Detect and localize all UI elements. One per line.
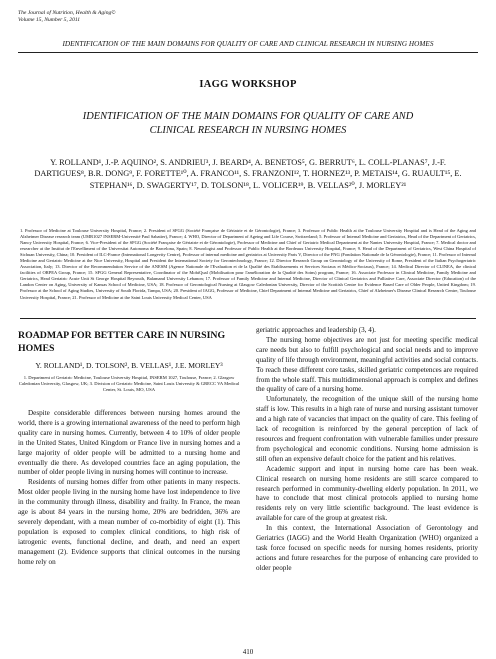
paragraph: Despite considerable differences between nursing homes around the world, there is a growing international awareness of the need to perform high quality care in nursing homes. Currently, between 4 to 10% of older people in the United States, United Kingdom or France live in nursing homes and a large majority of older people will be admitted to a nursing home and eventually die there. As developed countries face an aging population, the number of older people living in nursing homes will continue to increase. xyxy=(18,409,240,477)
article-title: IDENTIFICATION OF THE MAIN DOMAINS FOR QUALITY OF CARE AND CLINICAL RESEARCH IN NURSING HOMES xyxy=(82,111,414,136)
workshop-label: IAGG WORKSHOP xyxy=(199,79,297,90)
journal-citation xyxy=(18,10,116,24)
left-column xyxy=(18,326,240,568)
paragraph-continuation: geriatric approaches and leadership (3, 4). xyxy=(256,326,376,334)
page-number: 410 xyxy=(242,648,254,656)
affiliation-rule xyxy=(20,318,476,319)
paragraph: Residents of nursing homes differ from other patients in many respects. Most older people living in the nursing home have lost independence to live in the community through illness, disability and frailty. In France, the mean age is about 84 years in the nursing home, 20% are bedridden, 36% are severely dependant, with a mean number of co-morbidity of eight (1). This population is exposed to complex clinical conditions, to high risk of iatrogenic events, functional decline, and death, and need an expert management (2). Evidence supports that clinical outcomes in the nursing home rely on xyxy=(18,478,240,566)
journal-volume: Volume 15, Number 5, 2011 xyxy=(18,17,81,23)
paragraph: In this context, the International Association of Gerontology and Geriatrics (IAGG) and the World Health Organization (WHO) organized a task force focused on specific needs for nursing homes residents, priority actions and future researches for the purpose of enhancing care provided to older people xyxy=(256,524,478,572)
author-list: Y. ROLLAND¹, J.-P. AQUINO², S. ANDRIEU³, J. BEARD⁴, A. BENETOS⁵, G. BERRUT⁶, L. COLL-PLANAS⁷, J.-F. DARTIGUES⁸, B.R. DONG⁹, F. FORETTE¹⁰, A. FRANCO¹¹, S. FRANZONI¹², T. HORNEZ¹³, P. METAIS¹⁴, G. RUAULT¹⁵, E. STEPHAN¹⁶, D. SWAGERTY¹⁷, D. TOLSON¹⁸, L. VOLICER¹⁹, B. VELLAS²⁰, J. MORLEY²¹ xyxy=(34,158,462,190)
paragraph: Unfortunately, the recognition of the unique skill of the nursing home staff is low. This results in a high rate of nurse and nursing assistant turnover and a high rate of vacancies that impact on the quality of care. This feeling of lack of recognition is reinforced by the general perception of lack of resources and frequent confrontation with vulnerable families under pressure from psychological and economic conditions. Nursing home admission is still often an expensive default choice for the patient and his relatives. xyxy=(256,395,478,463)
section-affiliation: 1. Department of Geriatric Medicine, Toulouse University Hospital, INSERM 1027, Toulouse, France; 2. Glasgow Caledonian University, Glasgow, UK; 3. Division of Geriatric Medicine, Saint Louis University & GRECC VA Medical Center, St. Louis, MO, USA xyxy=(18,375,240,392)
section-heading: ROADMAP FOR BETTER CARE IN NURSING HOMES xyxy=(18,330,226,354)
affiliations: 1. Professor of Medicine at Toulouse University Hospital, France; 2. President of SFGG (Société Française de Gériatrie et de Gérontologie), France; 3. Professor of Public Health at the Toulouse University Hospital and is Head of the Aging and Alzheimer Disease research team (UMR1027 INSERM-Université Paul Sabatier), France; 4. WHO, Director of Department of Ageing and Life Course, Switzerland; 5. Professor of Internal Medicine and Geriatrics, Head of the Department of Geriatrics, Nancy University Hospital, France; 6. Vice-President of the SFGG (Société Française de Gériatrie et de Gérontologie), Professor of Medicine and Chief of Geriatric Medical Department at the Nantes University Hospital, France; 7. Medical doctor and researcher at the Institut de l'Envelliment of the Universitat Autonoma de Barcelona, Spain; 8. Neurologist and Professor of Public Health at the Bordeaux University Hospital, France; 9. Head of the Department of Geriatrics, West China Hospital of Sichuan University, China; 10. President of ILC-France (International Longevity Centre), Professor of internal medicine and geriatrics at University Paris V, Director of the FNG (Fondation Nationale de la Gérontologie), France; 11. Professor of Internal Medicine and Geriatric Medicine at the Nice University, Hospital and President the International Society for Gerontechnology, France; 12. Director Research Group on Gerontology of the University of Rome, President of the Italian Psychogeriatric Association, Italy; 13. Director of the Recommendation Service of the ANESM (Agence Nationale de l'Evaluation et de la Qualité des Etablissements et Services Sociaux et Médico-Sociaux), France; 14. Medical Director of CLINEA, the clinical facilities of ORPEA Group, France; 15. SFGG General Representative, Coordinator of the MobiQual (Mobilisation pour l'amélioration de la Qualité des Soins) program, France; 16. Associate Professor in Clinical Medicine, Family Medicine and Geriatrics, Head Geriatric Acute Unit St George Hospital Beyrouth, Balamand University Lebanon; 17. Professor of Family Medicine and Internal Medicine, Director of Clinical Geriatrics and Palliative Care, Associate Director (Education) of the Landon Center on Aging, University of Kansas School of Medicine, USA; 18. Professor of Gerontological Nursing at Glasgow Caledonian University, Director of the Scottish Centre for Evidence Based Care of Older People, United Kingdom; 19. Professor at the School of Aging Studies, University of South Florida, Tampa, USA; 20. President of IAGG, Professor of Medicine, Chief Department of Internal Medicine and Geriatrics, Chief of Alzheimer's Disease Clinical Research Centre, Toulouse University Hospital, France; 21. Professor of Medicine at the Saint Louis University Medical Center, USA xyxy=(20,228,476,300)
paragraph: The nursing home objectives are not just for meeting specific medical care needs but also to fulfill psychological and social needs and to improve quality of life through environment, meaningful activities and social contacts. To reach these different core tasks, skilled geriatric competences are required from the whole staff. This multidimensional approach is complex and defines the quality of care of a nursing home. xyxy=(256,335,478,394)
journal-name: The Journal of Nutrition, Health & Aging© xyxy=(18,10,116,16)
paragraph: Academic support and input in nursing home care has been weak. Clinical research on nursing home residents are still scarce compared to research performed in community-dwelling elderly population. In 2011, we have to conclude that most clinical protocols applied to nursing home residents rely on very little scientific background. The least evidence is available for care of the group at greatest risk. xyxy=(256,464,478,523)
right-column xyxy=(256,326,478,574)
header-rule xyxy=(18,52,478,53)
running-head: IDENTIFICATION OF THE MAIN DOMAINS FOR QUALITY OF CARE AND CLINICAL RESEARCH IN NURSING HOMES xyxy=(62,40,434,48)
section-authors: Y. ROLLAND¹, D. TOLSON², B. VELLAS¹, J.E. MORLEY³ xyxy=(35,361,223,370)
